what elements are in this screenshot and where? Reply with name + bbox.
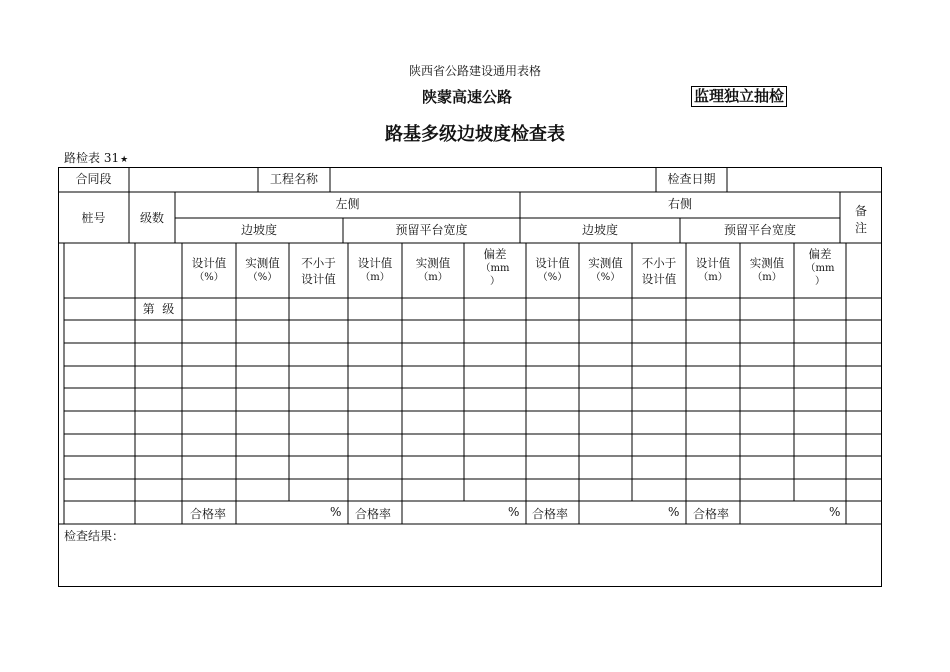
right-deviation-header	[794, 246, 846, 288]
right-deviation-l1: 偏差	[808, 247, 832, 261]
right-measured-pct-l1: 实测值	[588, 256, 623, 270]
right-measured-pct-header	[579, 255, 632, 284]
right-not-less-header	[632, 255, 686, 287]
left-measured-m-header	[402, 255, 464, 284]
project-name-label: 工程名称	[269, 172, 318, 186]
remarks-char-1: 备	[854, 204, 867, 218]
right-side-header: 右侧	[667, 197, 692, 211]
level-first-cell: 第 级	[142, 302, 175, 316]
right-design-m-header	[686, 255, 740, 284]
left-design-m-l1: 设计值	[357, 256, 393, 270]
left-measured-pct-l1: 实测值	[245, 256, 280, 270]
left-measured-pct-header	[236, 255, 289, 284]
left-deviation-l3: ）	[490, 276, 500, 287]
left-not-less-l2: 设计值	[301, 272, 336, 286]
left-design-pct-l1: 设计值	[191, 256, 227, 270]
left-deviation-l1: 偏差	[483, 247, 507, 261]
left-not-less-header	[289, 255, 348, 287]
form-title: 路基多级边坡度检查表	[385, 124, 565, 145]
left-platform-pass-rate-label: 合格率	[355, 507, 392, 521]
right-platform-header: 预留平台宽度	[723, 223, 796, 237]
right-platform-pass-rate-percent: %	[829, 505, 841, 519]
left-slope-header: 边坡度	[240, 223, 277, 237]
right-not-less-l1: 不小于	[641, 256, 677, 270]
remarks-char-2: 注	[854, 221, 867, 235]
left-side-header: 左侧	[335, 197, 360, 211]
left-slope-pass-rate-label: 合格率	[190, 507, 227, 521]
left-design-m-header	[348, 255, 402, 284]
left-measured-m-l2: （m）	[418, 272, 448, 283]
right-design-pct-l1: 设计值	[535, 256, 570, 270]
left-design-pct-header	[182, 255, 236, 284]
contract-label: 合同段	[75, 172, 112, 186]
remarks-header	[840, 203, 882, 237]
right-design-pct-header	[526, 255, 579, 284]
left-measured-m-l1: 实测值	[415, 256, 451, 270]
right-slope-pass-rate-label: 合格率	[532, 507, 569, 521]
form-number-text: 路检表 31	[64, 151, 120, 165]
stake-number-header: 桩号	[81, 211, 106, 225]
left-slope-pass-rate-percent: %	[330, 505, 342, 519]
right-measured-m-header	[740, 255, 794, 284]
inspection-result-label: 检查结果：	[64, 529, 125, 543]
right-design-pct-l2: （%）	[537, 272, 568, 283]
star-mark: ★	[120, 155, 129, 165]
level-count-header: 级数	[139, 211, 164, 225]
supervision-stamp: 监理独立抽检	[691, 86, 787, 107]
left-deviation-l2: （mm	[480, 263, 510, 274]
right-deviation-l2: （mm	[805, 263, 835, 274]
left-design-pct-l2: （%）	[194, 272, 224, 283]
right-measured-pct-l2: （%）	[590, 272, 621, 283]
right-design-m-l1: 设计值	[695, 256, 731, 270]
right-measured-m-l1: 实测值	[749, 256, 785, 270]
project-name: 陕蒙高速公路	[422, 88, 513, 106]
left-design-m-l2: （m）	[360, 272, 390, 283]
left-platform-header: 预留平台宽度	[395, 223, 468, 237]
inspect-date-label: 检查日期	[667, 172, 716, 186]
right-slope-pass-rate-percent: %	[668, 505, 680, 519]
left-platform-pass-rate-percent: %	[508, 505, 520, 519]
right-not-less-l2: 设计值	[641, 272, 677, 286]
form-number	[64, 149, 128, 166]
right-slope-header: 边坡度	[581, 223, 618, 237]
right-platform-pass-rate-label: 合格率	[693, 507, 730, 521]
left-measured-pct-l2: （%）	[247, 272, 278, 283]
form-series-title: 陕西省公路建设通用表格	[408, 64, 541, 78]
left-not-less-l1: 不小于	[301, 256, 336, 270]
right-deviation-l3: ）	[815, 276, 825, 287]
right-measured-m-l2: （m）	[752, 272, 782, 283]
right-design-m-l2: （m）	[698, 272, 728, 283]
left-deviation-header	[464, 246, 526, 288]
